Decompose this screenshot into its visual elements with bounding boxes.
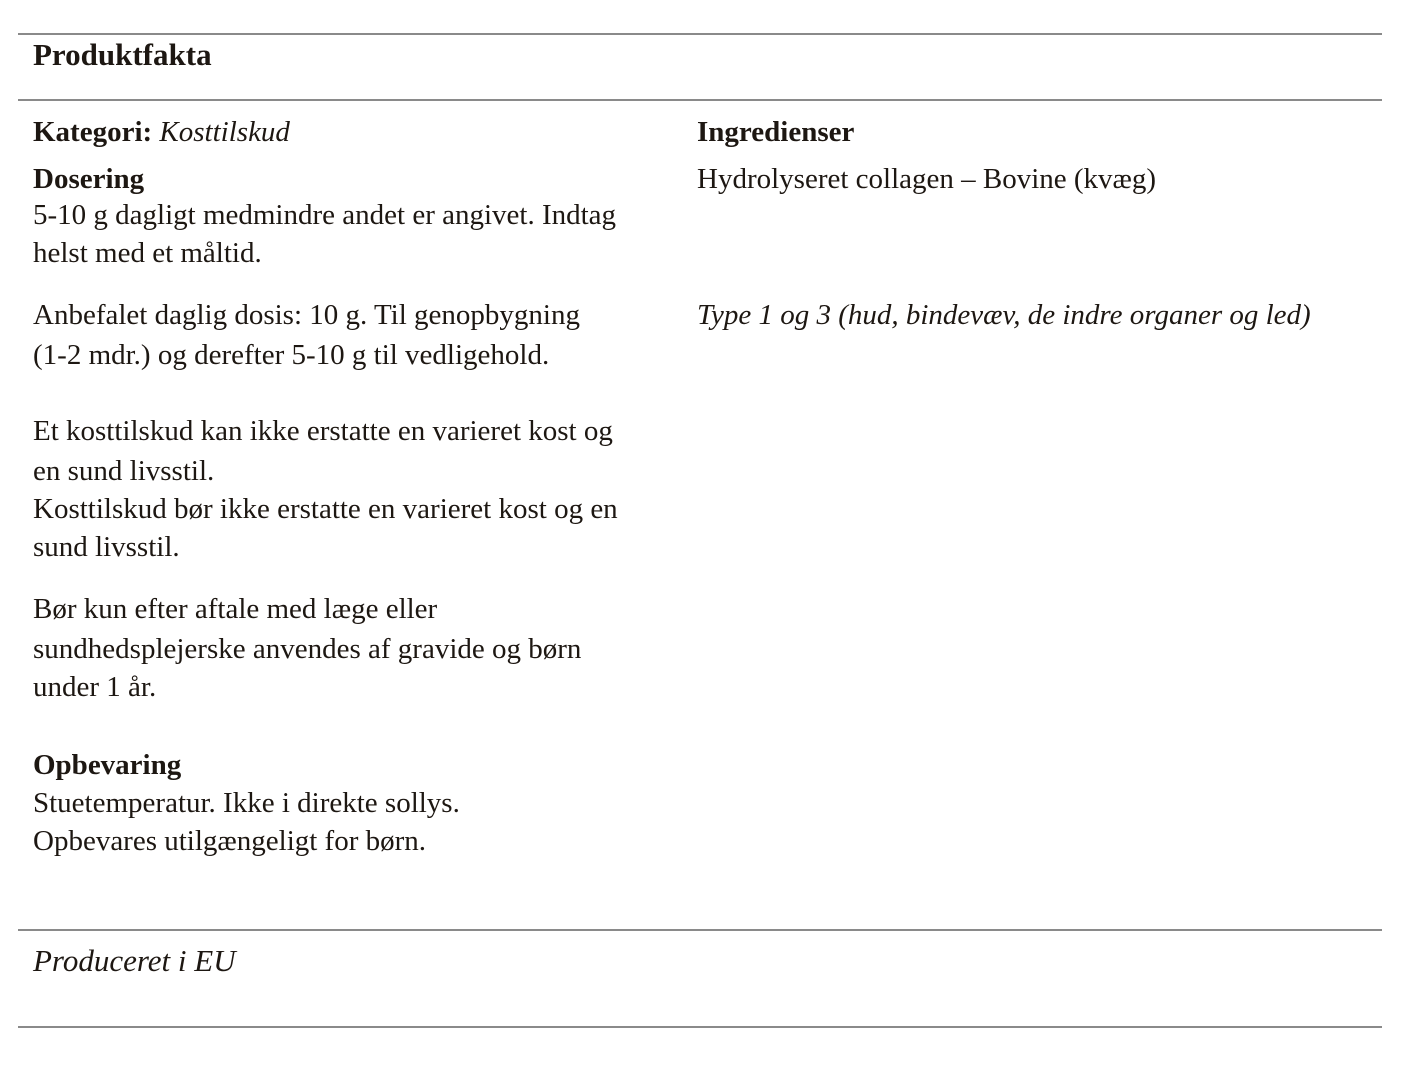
collagen-types: Type 1 og 3 (hud, bindevæv, de indre organer og led) <box>697 299 1311 331</box>
top-divider <box>18 33 1382 35</box>
footer-divider <box>18 929 1382 931</box>
ingredients-value: Hydrolyseret collagen – Bovine (kvæg) <box>697 163 1157 195</box>
recommended-dose-line-2: (1-2 mdr.) og derefter 5-10 g til vedligehold. <box>33 339 550 371</box>
bottom-divider <box>18 1026 1382 1028</box>
warning-1-line-1: Et kosttilskud kan ikke erstatte en varieret kost og <box>33 415 613 447</box>
ingredients-heading: Ingredienser <box>697 116 855 148</box>
warning-2-line-1: Kosttilskud bør ikke erstatte en varieret kost og en <box>33 493 618 525</box>
recommended-dose-line-1: Anbefalet daglig dosis: 10 g. Til genopbygning <box>33 299 580 331</box>
storage-heading: Opbevaring <box>33 749 182 781</box>
category-label: Kategori: <box>33 116 153 148</box>
header-divider <box>18 99 1382 101</box>
dosage-text-line-2: helst med et måltid. <box>33 237 262 269</box>
storage-line-2: Opbevares utilgængeligt for børn. <box>33 825 427 857</box>
warning-3-line-3: under 1 år. <box>33 671 157 703</box>
category-value: Kosttilskud <box>159 116 290 148</box>
warning-3-line-1: Bør kun efter aftale med læge eller <box>33 593 438 625</box>
warning-1-line-2: en sund livsstil. <box>33 455 215 487</box>
dosage-text-line-1: 5-10 g dagligt medmindre andet er angivet. Indtag <box>33 199 617 231</box>
warning-2-line-2: sund livsstil. <box>33 531 180 563</box>
origin-text: Produceret i EU <box>33 943 236 978</box>
page-title: Produktfakta <box>33 37 212 72</box>
dosage-heading: Dosering <box>33 163 145 195</box>
storage-line-1: Stuetemperatur. Ikke i direkte sollys. <box>33 787 460 819</box>
warning-3-line-2: sundhedsplejerske anvendes af gravide og børn <box>33 633 582 665</box>
category-row <box>33 113 290 151</box>
